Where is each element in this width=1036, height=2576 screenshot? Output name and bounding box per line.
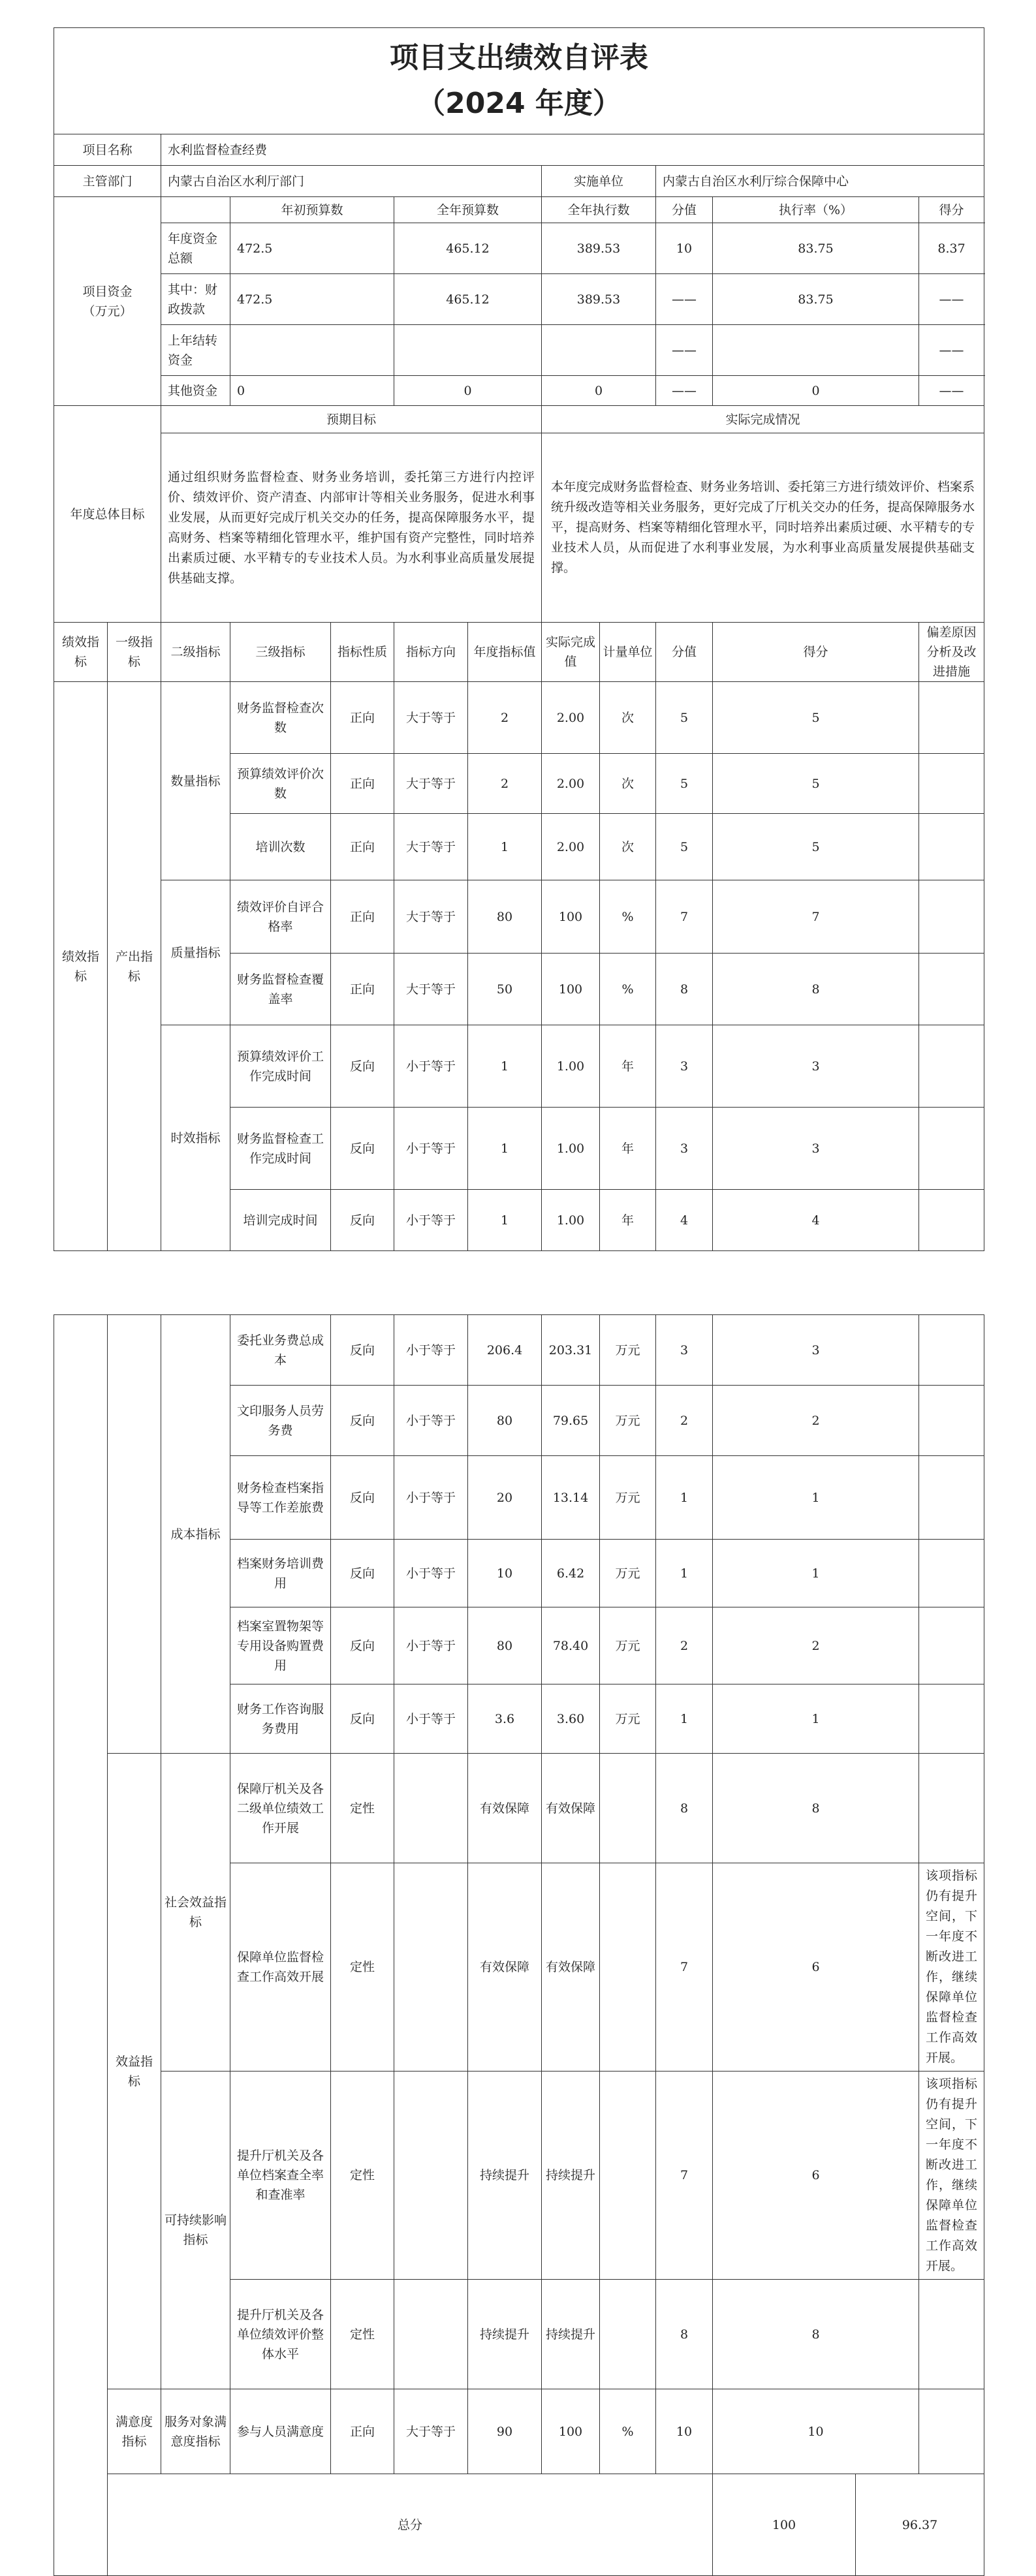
indicator-nature: 反向 bbox=[331, 1386, 394, 1456]
dept-label: 主管部门 bbox=[54, 166, 161, 197]
level2-quality: 质量指标 bbox=[161, 880, 230, 1025]
header-direction: 指标方向 bbox=[394, 623, 468, 682]
indicator-target: 50 bbox=[468, 954, 542, 1025]
indicator-remark bbox=[919, 1025, 984, 1108]
funds-label: 项目资金 （万元） bbox=[54, 197, 161, 406]
indicator-score: 8 bbox=[713, 954, 919, 1025]
indicator-nature: 正向 bbox=[331, 2389, 394, 2474]
indicator-unit: 年 bbox=[600, 1025, 656, 1108]
indicator-actual: 78.40 bbox=[542, 1607, 600, 1684]
indicator-weight: 5 bbox=[656, 814, 713, 880]
indicator-score: 7 bbox=[713, 880, 919, 954]
indicator-weight: 5 bbox=[656, 682, 713, 754]
funds-row-exec: 389.53 bbox=[542, 274, 656, 325]
level2-quantity: 数量指标 bbox=[161, 682, 230, 880]
indicator-target: 80 bbox=[468, 880, 542, 954]
funds-row-weight: —— bbox=[656, 325, 713, 376]
indicator-weight: 8 bbox=[656, 2280, 713, 2389]
indicator-target: 80 bbox=[468, 1607, 542, 1684]
funds-row-budget-start bbox=[230, 325, 394, 376]
funds-row-budget-year: 465.12 bbox=[394, 274, 542, 325]
indicator-name: 提升厅机关及各单位档案查全率和查准率 bbox=[230, 2072, 331, 2280]
indicator-direction: 大于等于 bbox=[394, 954, 468, 1025]
indicator-direction: 大于等于 bbox=[394, 682, 468, 754]
funds-header-budget-year: 全年预算数 bbox=[394, 197, 542, 223]
funds-row-exec: 0 bbox=[542, 376, 656, 406]
indicator-remark: 该项指标仍有提升空间，下一年度不断改进工作，继续保障单位监督检查工作高效开展。 bbox=[919, 2072, 984, 2280]
indicator-weight: 4 bbox=[656, 1190, 713, 1251]
funds-row bbox=[54, 274, 984, 325]
indicator-score: 1 bbox=[713, 1684, 919, 1754]
indicator-actual: 持续提升 bbox=[542, 2072, 600, 2280]
indicator-score: 5 bbox=[713, 682, 919, 754]
indicator-direction: 大于等于 bbox=[394, 754, 468, 814]
funds-row-name: 其中：财政拨款 bbox=[161, 274, 230, 325]
indicator-target: 有效保障 bbox=[468, 1863, 542, 2072]
funds-row-rate: 83.75 bbox=[713, 223, 919, 274]
indicator-actual: 持续提升 bbox=[542, 2280, 600, 2389]
indicator-name: 提升厅机关及各单位绩效评价整体水平 bbox=[230, 2280, 331, 2389]
indicator-weight: 5 bbox=[656, 754, 713, 814]
indicator-row bbox=[54, 2389, 984, 2474]
indicator-name: 财务监督检查覆盖率 bbox=[230, 954, 331, 1025]
indicator-score: 6 bbox=[713, 1863, 919, 2072]
level1-blank bbox=[108, 1315, 161, 1754]
indicator-direction: 大于等于 bbox=[394, 880, 468, 954]
indicator-score: 2 bbox=[713, 1386, 919, 1456]
indicator-unit: 年 bbox=[600, 1108, 656, 1190]
funds-row-budget-year: 0 bbox=[394, 376, 542, 406]
indicator-score: 3 bbox=[713, 1108, 919, 1190]
indicator-remark bbox=[919, 1190, 984, 1251]
indicator-target: 3.6 bbox=[468, 1684, 542, 1754]
indicator-score: 2 bbox=[713, 1607, 919, 1684]
indicator-name: 档案室置物架等专用设备购置费用 bbox=[230, 1607, 331, 1684]
level2-social: 社会效益指标 bbox=[161, 1754, 230, 2072]
indicator-unit: % bbox=[600, 880, 656, 954]
funds-row-name: 上年结转资金 bbox=[161, 325, 230, 376]
indicator-actual: 100 bbox=[542, 954, 600, 1025]
indicator-direction: 小于等于 bbox=[394, 1108, 468, 1190]
indicator-nature: 定性 bbox=[331, 2072, 394, 2280]
indicator-target: 206.4 bbox=[468, 1315, 542, 1386]
indicator-row bbox=[54, 682, 984, 754]
indicator-weight: 8 bbox=[656, 954, 713, 1025]
indicator-target: 1 bbox=[468, 1025, 542, 1108]
indicator-target: 持续提升 bbox=[468, 2072, 542, 2280]
indicator-unit: 次 bbox=[600, 682, 656, 754]
funds-row-budget-start: 472.5 bbox=[230, 274, 394, 325]
indicator-actual: 1.00 bbox=[542, 1025, 600, 1108]
indicator-nature: 反向 bbox=[331, 1540, 394, 1607]
goals-expected-text: 通过组织财务监督检查、财务业务培训，委托第三方进行内控评价、绩效评价、资产清查、内部审计等相关业务服务，促进水利事业发展，从而更好完成厅机关交办的任务，提高保障服务水平，提高财务、档案等精细化管理水平，维护国有资产完整性，同时培养出素质过硬、水平精专的专业技术人员。为水利事业高质量发展提供基础支撑。 bbox=[161, 433, 542, 623]
perf-blank bbox=[54, 1315, 108, 2576]
indicator-direction: 小于等于 bbox=[394, 1025, 468, 1108]
indicator-remark bbox=[919, 954, 984, 1025]
indicator-direction: 小于等于 bbox=[394, 1456, 468, 1540]
indicator-name: 预算绩效评价次数 bbox=[230, 754, 331, 814]
indicator-weight: 7 bbox=[656, 2072, 713, 2280]
indicator-weight: 7 bbox=[656, 1863, 713, 2072]
indicator-header-row bbox=[54, 623, 984, 682]
title-line1: 项目支出绩效自评表 bbox=[390, 41, 649, 74]
indicator-target: 1 bbox=[468, 1190, 542, 1251]
indicator-direction bbox=[394, 2280, 468, 2389]
indicator-name: 财务监督检查次数 bbox=[230, 682, 331, 754]
indicator-name: 参与人员满意度 bbox=[230, 2389, 331, 2474]
header-nature: 指标性质 bbox=[331, 623, 394, 682]
indicator-target: 2 bbox=[468, 682, 542, 754]
indicator-actual: 203.31 bbox=[542, 1315, 600, 1386]
indicator-actual: 有效保障 bbox=[542, 1754, 600, 1863]
funds-header-weight: 分值 bbox=[656, 197, 713, 223]
indicator-weight: 8 bbox=[656, 1754, 713, 1863]
indicator-name: 预算绩效评价工作完成时间 bbox=[230, 1025, 331, 1108]
indicator-nature: 定性 bbox=[331, 2280, 394, 2389]
indicator-remark bbox=[919, 1456, 984, 1540]
indicator-nature: 反向 bbox=[331, 1025, 394, 1108]
indicator-actual: 79.65 bbox=[542, 1386, 600, 1456]
indicator-remark bbox=[919, 2280, 984, 2389]
funds-row bbox=[54, 223, 984, 274]
funds-row-score: —— bbox=[919, 325, 984, 376]
level2-cost: 成本指标 bbox=[161, 1315, 230, 1754]
indicator-nature: 反向 bbox=[331, 1607, 394, 1684]
funds-row-rate: 0 bbox=[713, 376, 919, 406]
indicator-direction: 小于等于 bbox=[394, 1386, 468, 1456]
header-remark: 偏差原因分析及改进措施 bbox=[919, 623, 984, 682]
funds-row-weight: —— bbox=[656, 376, 713, 406]
indicator-weight: 1 bbox=[656, 1456, 713, 1540]
level2-service: 服务对象满意度指标 bbox=[161, 2389, 230, 2474]
header-target: 年度指标值 bbox=[468, 623, 542, 682]
indicator-nature: 反向 bbox=[331, 1190, 394, 1251]
funds-header-exec: 全年执行数 bbox=[542, 197, 656, 223]
funds-row-budget-start: 472.5 bbox=[230, 223, 394, 274]
indicator-direction bbox=[394, 2072, 468, 2280]
goals-actual-header: 实际完成情况 bbox=[542, 406, 984, 433]
indicator-nature: 反向 bbox=[331, 1456, 394, 1540]
indicator-unit bbox=[600, 2280, 656, 2389]
indicator-unit: 万元 bbox=[600, 1386, 656, 1456]
project-name-label: 项目名称 bbox=[54, 134, 161, 166]
impl-value: 内蒙古自治区水利厅综合保障中心 bbox=[656, 166, 984, 197]
indicator-actual: 2.00 bbox=[542, 814, 600, 880]
indicator-score: 1 bbox=[713, 1456, 919, 1540]
indicator-remark bbox=[919, 814, 984, 880]
indicator-name: 委托业务费总成本 bbox=[230, 1315, 331, 1386]
goals-label: 年度总体目标 bbox=[54, 406, 161, 623]
indicator-direction: 小于等于 bbox=[394, 1540, 468, 1607]
total-label: 总分 bbox=[108, 2474, 713, 2576]
indicator-actual: 13.14 bbox=[542, 1456, 600, 1540]
evaluation-table-part1 bbox=[54, 27, 984, 1251]
funds-row-exec bbox=[542, 325, 656, 376]
form-title bbox=[54, 28, 984, 134]
goals-expected-header: 预期目标 bbox=[161, 406, 542, 433]
indicator-remark: 该项指标仍有提升空间，下一年度不断改进工作，继续保障单位监督检查工作高效开展。 bbox=[919, 1863, 984, 2072]
indicator-unit: 万元 bbox=[600, 1540, 656, 1607]
indicator-target: 80 bbox=[468, 1386, 542, 1456]
indicator-score: 5 bbox=[713, 814, 919, 880]
indicator-weight: 1 bbox=[656, 1540, 713, 1607]
indicator-actual: 100 bbox=[542, 2389, 600, 2474]
indicator-nature: 正向 bbox=[331, 880, 394, 954]
funds-row-rate: 83.75 bbox=[713, 274, 919, 325]
indicator-unit: 万元 bbox=[600, 1456, 656, 1540]
funds-row bbox=[54, 325, 984, 376]
funds-row-score: 8.37 bbox=[919, 223, 984, 274]
indicator-direction: 小于等于 bbox=[394, 1607, 468, 1684]
indicator-row bbox=[54, 1025, 984, 1108]
indicator-score: 8 bbox=[713, 1754, 919, 1863]
funds-corner bbox=[161, 197, 230, 223]
indicator-actual: 1.00 bbox=[542, 1190, 600, 1251]
header-actual: 实际完成值 bbox=[542, 623, 600, 682]
evaluation-table-part2 bbox=[54, 1314, 984, 2576]
funds-row-name: 其他资金 bbox=[161, 376, 230, 406]
header-unit: 计量单位 bbox=[600, 623, 656, 682]
indicator-actual: 3.60 bbox=[542, 1684, 600, 1754]
indicator-weight: 10 bbox=[656, 2389, 713, 2474]
header-level3: 三级指标 bbox=[230, 623, 331, 682]
indicator-actual: 2.00 bbox=[542, 754, 600, 814]
perf-label: 绩效指标 bbox=[54, 682, 108, 1251]
indicator-weight: 2 bbox=[656, 1607, 713, 1684]
header-score: 得分 bbox=[713, 623, 919, 682]
funds-row-name: 年度资金总额 bbox=[161, 223, 230, 274]
indicator-direction: 大于等于 bbox=[394, 814, 468, 880]
indicator-direction: 小于等于 bbox=[394, 1684, 468, 1754]
indicator-nature: 定性 bbox=[331, 1863, 394, 2072]
total-score: 96.37 bbox=[856, 2474, 984, 2576]
header-level1: 一级指标 bbox=[108, 623, 161, 682]
indicator-score: 4 bbox=[713, 1190, 919, 1251]
indicator-name: 财务检查档案指导等工作差旅费 bbox=[230, 1456, 331, 1540]
indicator-direction bbox=[394, 1863, 468, 2072]
indicator-name: 培训次数 bbox=[230, 814, 331, 880]
indicator-direction bbox=[394, 1754, 468, 1863]
indicator-remark bbox=[919, 1108, 984, 1190]
funds-row-budget-year bbox=[394, 325, 542, 376]
indicator-weight: 2 bbox=[656, 1386, 713, 1456]
indicator-remark bbox=[919, 682, 984, 754]
indicator-remark bbox=[919, 1754, 984, 1863]
indicator-weight: 1 bbox=[656, 1684, 713, 1754]
indicator-name: 财务监督检查工作完成时间 bbox=[230, 1108, 331, 1190]
indicator-actual: 2.00 bbox=[542, 682, 600, 754]
indicator-score: 6 bbox=[713, 2072, 919, 2280]
funds-row-budget-year: 465.12 bbox=[394, 223, 542, 274]
funds-header-score: 得分 bbox=[919, 197, 984, 223]
indicator-unit bbox=[600, 1754, 656, 1863]
indicator-target: 1 bbox=[468, 1108, 542, 1190]
goals-actual-text: 本年度完成财务监督检查、财务业务培训、委托第三方进行绩效评价、档案系统升级改造等相关业务服务，更好完成了厅机关交办的任务，提高保障服务水平，提高财务、档案等精细化管理水平，同时培养出素质过硬、水平精专的专业技术人员，从而促进了水利事业发展，为水利事业高质量发展提供基础支撑。 bbox=[542, 433, 984, 623]
indicator-remark bbox=[919, 1315, 984, 1386]
project-name-value: 水利监督检查经费 bbox=[161, 134, 984, 166]
indicator-nature: 正向 bbox=[331, 814, 394, 880]
indicator-remark bbox=[919, 1386, 984, 1456]
level1-output: 产出指标 bbox=[108, 682, 161, 1251]
indicator-name: 保障单位监督检查工作高效开展 bbox=[230, 1863, 331, 2072]
indicator-remark bbox=[919, 1607, 984, 1684]
indicator-unit bbox=[600, 2072, 656, 2280]
indicator-target: 20 bbox=[468, 1456, 542, 1540]
funds-row-score: —— bbox=[919, 274, 984, 325]
indicator-unit bbox=[600, 1863, 656, 2072]
indicator-direction: 小于等于 bbox=[394, 1190, 468, 1251]
indicator-remark bbox=[919, 1684, 984, 1754]
indicator-weight: 3 bbox=[656, 1108, 713, 1190]
indicator-direction: 小于等于 bbox=[394, 1315, 468, 1386]
funds-row-score: —— bbox=[919, 376, 984, 406]
level1-benefit: 效益指标 bbox=[108, 1754, 161, 2389]
indicator-weight: 3 bbox=[656, 1025, 713, 1108]
indicator-actual: 6.42 bbox=[542, 1540, 600, 1607]
indicator-unit: % bbox=[600, 954, 656, 1025]
indicator-score: 3 bbox=[713, 1315, 919, 1386]
indicator-target: 10 bbox=[468, 1540, 542, 1607]
funds-row-rate bbox=[713, 325, 919, 376]
indicator-name: 档案财务培训费用 bbox=[230, 1540, 331, 1607]
indicator-name: 文印服务人员劳务费 bbox=[230, 1386, 331, 1456]
indicator-nature: 反向 bbox=[331, 1315, 394, 1386]
indicator-name: 绩效评价自评合格率 bbox=[230, 880, 331, 954]
indicator-remark bbox=[919, 880, 984, 954]
indicator-unit: % bbox=[600, 2389, 656, 2474]
level2-sustain: 可持续影响指标 bbox=[161, 2072, 230, 2389]
indicator-row bbox=[54, 2072, 984, 2280]
level2-timeliness: 时效指标 bbox=[161, 1025, 230, 1251]
total-weight: 100 bbox=[713, 2474, 856, 2576]
indicator-target: 2 bbox=[468, 754, 542, 814]
indicator-weight: 3 bbox=[656, 1315, 713, 1386]
indicator-name: 保障厅机关及各二级单位绩效工作开展 bbox=[230, 1754, 331, 1863]
total-row bbox=[54, 2474, 984, 2576]
indicator-unit: 年 bbox=[600, 1190, 656, 1251]
indicator-nature: 正向 bbox=[331, 754, 394, 814]
indicator-nature: 正向 bbox=[331, 954, 394, 1025]
indicator-target: 1 bbox=[468, 814, 542, 880]
indicator-score: 8 bbox=[713, 2280, 919, 2389]
funds-header-rate: 执行率（%） bbox=[713, 197, 919, 223]
indicator-nature: 反向 bbox=[331, 1108, 394, 1190]
indicator-weight: 7 bbox=[656, 880, 713, 954]
indicator-score: 10 bbox=[713, 2389, 919, 2474]
indicator-actual: 100 bbox=[542, 880, 600, 954]
indicator-nature: 正向 bbox=[331, 682, 394, 754]
indicator-unit: 万元 bbox=[600, 1315, 656, 1386]
indicator-actual: 有效保障 bbox=[542, 1863, 600, 2072]
indicator-score: 1 bbox=[713, 1540, 919, 1607]
header-level2: 二级指标 bbox=[161, 623, 230, 682]
header-perf: 绩效指标 bbox=[54, 623, 108, 682]
funds-row bbox=[54, 376, 984, 406]
indicator-score: 5 bbox=[713, 754, 919, 814]
funds-row-budget-start: 0 bbox=[230, 376, 394, 406]
indicator-remark bbox=[919, 1540, 984, 1607]
indicator-target: 有效保障 bbox=[468, 1754, 542, 1863]
funds-row-weight: 10 bbox=[656, 223, 713, 274]
indicator-name: 培训完成时间 bbox=[230, 1190, 331, 1251]
indicator-name: 财务工作咨询服务费用 bbox=[230, 1684, 331, 1754]
indicator-row bbox=[54, 1754, 984, 1863]
funds-row-weight: —— bbox=[656, 274, 713, 325]
header-weight: 分值 bbox=[656, 623, 713, 682]
funds-header-budget-start: 年初预算数 bbox=[230, 197, 394, 223]
indicator-remark bbox=[919, 754, 984, 814]
indicator-unit: 次 bbox=[600, 754, 656, 814]
indicator-row bbox=[54, 880, 984, 954]
indicator-unit: 万元 bbox=[600, 1607, 656, 1684]
indicator-row bbox=[54, 1315, 984, 1386]
indicator-remark bbox=[919, 2389, 984, 2474]
funds-row-exec: 389.53 bbox=[542, 223, 656, 274]
level1-satisfaction: 满意度指标 bbox=[108, 2389, 161, 2474]
indicator-nature: 反向 bbox=[331, 1684, 394, 1754]
indicator-target: 持续提升 bbox=[468, 2280, 542, 2389]
indicator-target: 90 bbox=[468, 2389, 542, 2474]
indicator-unit: 次 bbox=[600, 814, 656, 880]
indicator-direction: 大于等于 bbox=[394, 2389, 468, 2474]
indicator-unit: 万元 bbox=[600, 1684, 656, 1754]
title-line2: （2024 年度） bbox=[416, 87, 621, 120]
impl-label: 实施单位 bbox=[542, 166, 656, 197]
indicator-actual: 1.00 bbox=[542, 1108, 600, 1190]
indicator-nature: 定性 bbox=[331, 1754, 394, 1863]
indicator-score: 3 bbox=[713, 1025, 919, 1108]
dept-value: 内蒙古自治区水利厅部门 bbox=[161, 166, 542, 197]
